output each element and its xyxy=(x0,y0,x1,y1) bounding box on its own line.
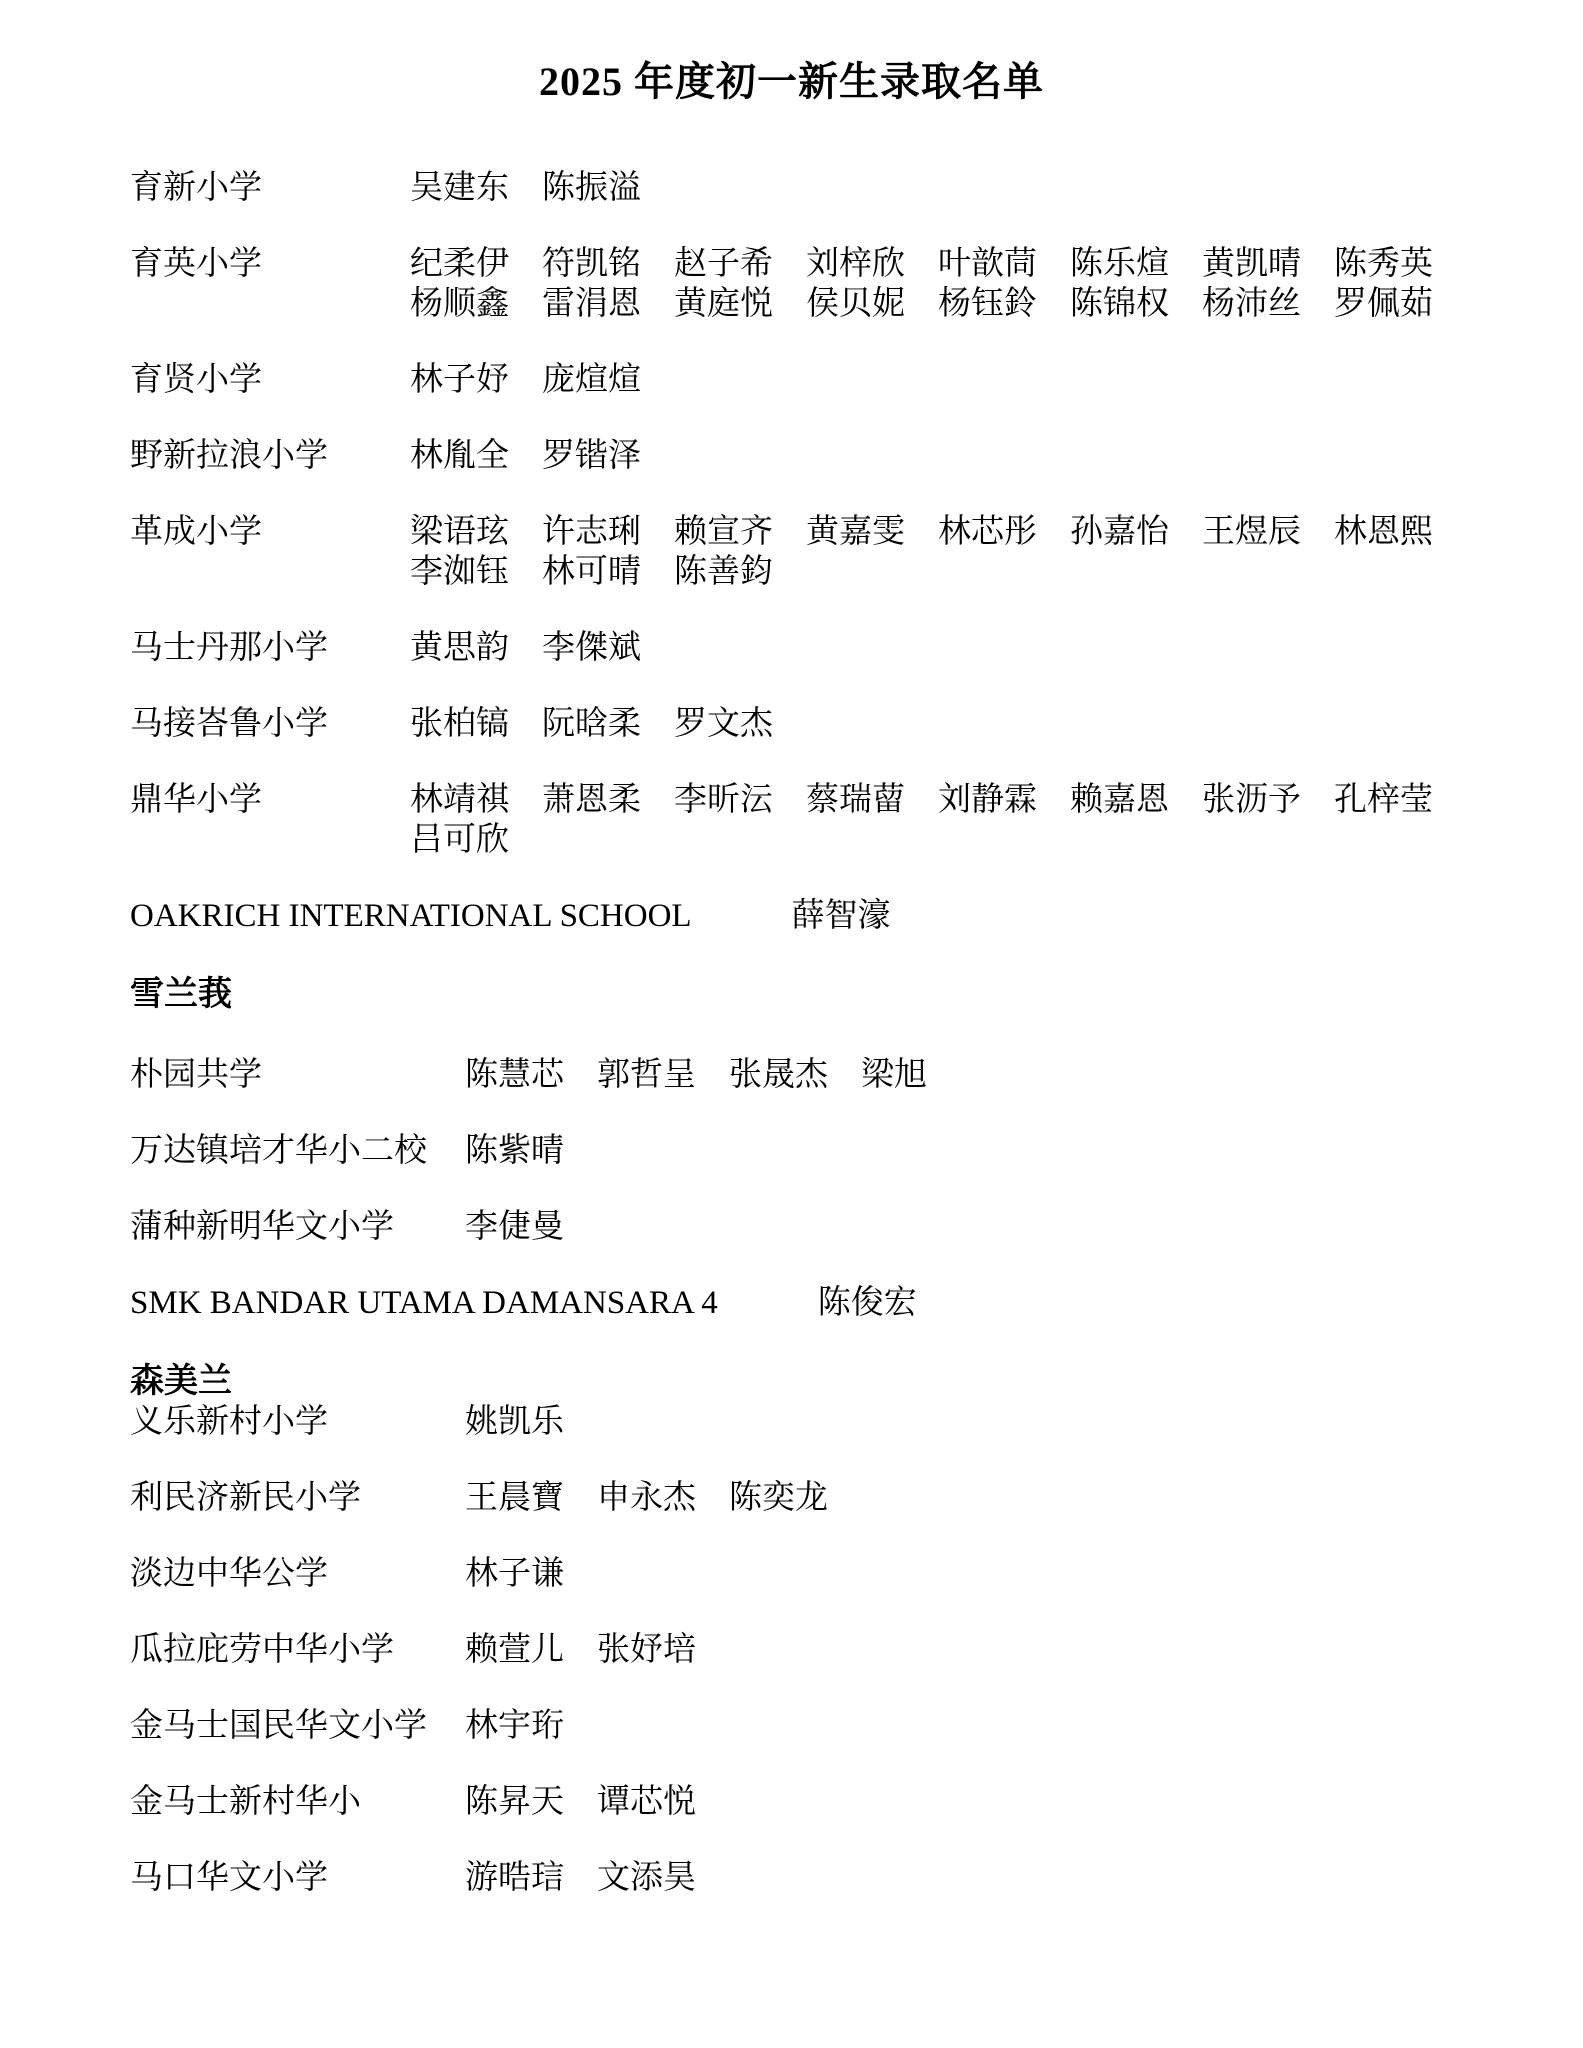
student-name-list xyxy=(465,1630,1535,1670)
school-name: SMK BANDAR UTAMA DAMANSARA 4 xyxy=(130,1285,718,1321)
student-name-list xyxy=(818,1283,917,1323)
student-name: 赖宣齐 xyxy=(674,514,773,550)
student-name: 申永杰 xyxy=(597,1480,696,1516)
student-name: 雷涓恩 xyxy=(542,286,641,322)
student-name: 王煜辰 xyxy=(1202,514,1301,550)
student-name: 庞煊煊 xyxy=(542,362,641,398)
state-section xyxy=(130,168,1543,936)
school-row xyxy=(130,1706,1543,1746)
student-name-list xyxy=(465,1207,1535,1247)
page-title: 2025 年度初一新生录取名单 xyxy=(539,59,1044,104)
school-name: 育新小学 xyxy=(130,170,262,206)
school-name: 革成小学 xyxy=(130,514,262,550)
school-name: 利民济新民小学 xyxy=(130,1480,361,1516)
student-name: 林靖祺 xyxy=(410,782,509,818)
student-name: 张柏镐 xyxy=(410,706,509,742)
student-name: 陈善鈞 xyxy=(674,554,773,590)
school-name: 万达镇培才华小二校 xyxy=(130,1133,427,1169)
student-name: 郭哲呈 xyxy=(597,1057,696,1093)
school-row xyxy=(130,436,1543,476)
school-row xyxy=(130,1478,1543,1518)
school-row xyxy=(130,1402,1543,1442)
student-name: 黄思韵 xyxy=(410,630,509,666)
student-name: 赖萱儿 xyxy=(465,1632,564,1668)
student-name: 张沥予 xyxy=(1202,782,1301,818)
school-row xyxy=(130,244,1543,324)
student-name: 陈秀英 xyxy=(1334,246,1433,282)
student-name-list xyxy=(410,360,1480,400)
student-name-list xyxy=(465,1706,1535,1746)
student-name: 张晟杰 xyxy=(729,1057,828,1093)
student-name: 杨沛丝 xyxy=(1202,286,1301,322)
school-row xyxy=(130,1055,1543,1095)
student-name: 文添昊 xyxy=(597,1860,696,1896)
student-name: 陈乐煊 xyxy=(1070,246,1169,282)
student-name-list xyxy=(410,780,1480,860)
student-name: 陈奕龙 xyxy=(729,1480,828,1516)
student-name-list xyxy=(465,1554,1535,1594)
school-row xyxy=(130,168,1543,208)
student-name-list xyxy=(410,704,1480,744)
student-name: 纪柔伊 xyxy=(410,246,509,282)
school-name: 育贤小学 xyxy=(130,362,262,398)
student-name: 王晨寶 xyxy=(465,1480,564,1516)
school-name: 蒲种新明华文小学 xyxy=(130,1209,394,1245)
student-name: 林可晴 xyxy=(542,554,641,590)
student-name: 李傑斌 xyxy=(542,630,641,666)
school-row xyxy=(130,1782,1543,1822)
student-name: 李倢曼 xyxy=(465,1209,564,1245)
school-name: OAKRICH INTERNATIONAL SCHOOL xyxy=(130,898,692,934)
student-name: 林恩熙 xyxy=(1334,514,1433,550)
school-name: 义乐新村小学 xyxy=(130,1404,328,1440)
student-name: 赖嘉恩 xyxy=(1070,782,1169,818)
student-name: 李洳钰 xyxy=(410,554,509,590)
student-name: 阮晗柔 xyxy=(542,706,641,742)
student-name: 陈锦权 xyxy=(1070,286,1169,322)
school-row xyxy=(130,1131,1543,1171)
school-name: 朴园共学 xyxy=(130,1057,262,1093)
student-name: 黄庭悦 xyxy=(674,286,773,322)
school-name: 淡边中华公学 xyxy=(130,1556,328,1592)
student-name: 梁旭 xyxy=(861,1057,927,1093)
student-name: 杨钰鈴 xyxy=(938,286,1037,322)
school-row xyxy=(130,1858,1543,1898)
student-name-list xyxy=(465,1402,1535,1442)
student-name: 吕可欣 xyxy=(410,822,509,858)
school-row xyxy=(130,704,1543,744)
student-name-list xyxy=(465,1055,1535,1095)
student-name: 刘静霖 xyxy=(938,782,1037,818)
student-name: 叶歆茼 xyxy=(938,246,1037,282)
state-section-header: 雪兰莪 xyxy=(130,976,232,1013)
student-name-list xyxy=(465,1131,1535,1171)
student-name-list xyxy=(465,1782,1535,1822)
student-name: 林胤全 xyxy=(410,438,509,474)
student-name: 蔡瑞蒥 xyxy=(806,782,905,818)
student-name: 薛智濠 xyxy=(791,898,891,934)
student-name: 罗文杰 xyxy=(674,706,773,742)
student-name: 符凯铭 xyxy=(542,246,641,282)
student-name-list xyxy=(410,436,1480,476)
school-name: 鼎华小学 xyxy=(130,782,262,818)
school-name: 马士丹那小学 xyxy=(130,630,328,666)
student-name: 刘梓欣 xyxy=(806,246,905,282)
school-row xyxy=(130,896,1543,936)
student-name: 侯贝妮 xyxy=(806,286,905,322)
school-row xyxy=(130,1554,1543,1594)
state-section xyxy=(130,975,1543,1323)
student-name-list xyxy=(410,168,1480,208)
student-name-list xyxy=(410,244,1480,324)
student-name: 林芯彤 xyxy=(938,514,1037,550)
student-name: 黄凯晴 xyxy=(1202,246,1301,282)
school-row xyxy=(130,1207,1543,1247)
student-name-list xyxy=(792,896,891,936)
student-name: 林宇珩 xyxy=(465,1708,564,1744)
school-sections xyxy=(0,168,1583,1898)
student-name: 李昕沄 xyxy=(674,782,773,818)
school-row xyxy=(130,780,1543,860)
student-name: 陈昇天 xyxy=(465,1784,564,1820)
student-name: 游晧琂 xyxy=(465,1860,564,1896)
student-name-list xyxy=(465,1858,1535,1898)
student-name-list xyxy=(410,512,1480,592)
student-name-list xyxy=(410,628,1480,668)
student-name: 陈振溢 xyxy=(542,170,641,206)
school-name: 育英小学 xyxy=(130,246,262,282)
school-row xyxy=(130,1630,1543,1670)
student-name: 萧恩柔 xyxy=(542,782,641,818)
student-name: 黄嘉雯 xyxy=(806,514,905,550)
student-name: 赵子希 xyxy=(674,246,773,282)
student-name: 梁语玹 xyxy=(410,514,509,550)
school-row xyxy=(130,1283,1543,1323)
student-name: 陈紫晴 xyxy=(465,1133,564,1169)
student-name: 罗佩茹 xyxy=(1334,286,1433,322)
state-section xyxy=(130,1362,1543,1898)
student-name: 许志琍 xyxy=(542,514,641,550)
student-name: 吴建东 xyxy=(410,170,509,206)
school-row xyxy=(130,360,1543,400)
student-name: 林子谦 xyxy=(465,1556,564,1592)
state-section-header: 森美兰 xyxy=(130,1363,232,1400)
student-name: 姚凯乐 xyxy=(465,1404,564,1440)
school-row xyxy=(130,512,1543,592)
student-name: 孔梓莹 xyxy=(1334,782,1433,818)
student-name-list xyxy=(465,1478,1535,1518)
student-name: 杨顺鑫 xyxy=(410,286,509,322)
school-name: 金马士新村华小 xyxy=(130,1784,361,1820)
school-name: 金马士国民华文小学 xyxy=(130,1708,427,1744)
student-name: 林子妤 xyxy=(410,362,509,398)
student-name: 陈俊宏 xyxy=(817,1285,917,1321)
student-name: 孙嘉怡 xyxy=(1070,514,1169,550)
school-name: 野新拉浪小学 xyxy=(130,438,328,474)
school-row xyxy=(130,628,1543,668)
student-name: 张妤培 xyxy=(597,1632,696,1668)
student-name: 陈慧芯 xyxy=(465,1057,564,1093)
student-name: 谭芯悦 xyxy=(597,1784,696,1820)
student-name: 罗锴泽 xyxy=(542,438,641,474)
school-name: 马接峇鲁小学 xyxy=(130,706,328,742)
school-name: 马口华文小学 xyxy=(130,1860,328,1896)
school-name: 瓜拉庇劳中华小学 xyxy=(130,1632,394,1668)
